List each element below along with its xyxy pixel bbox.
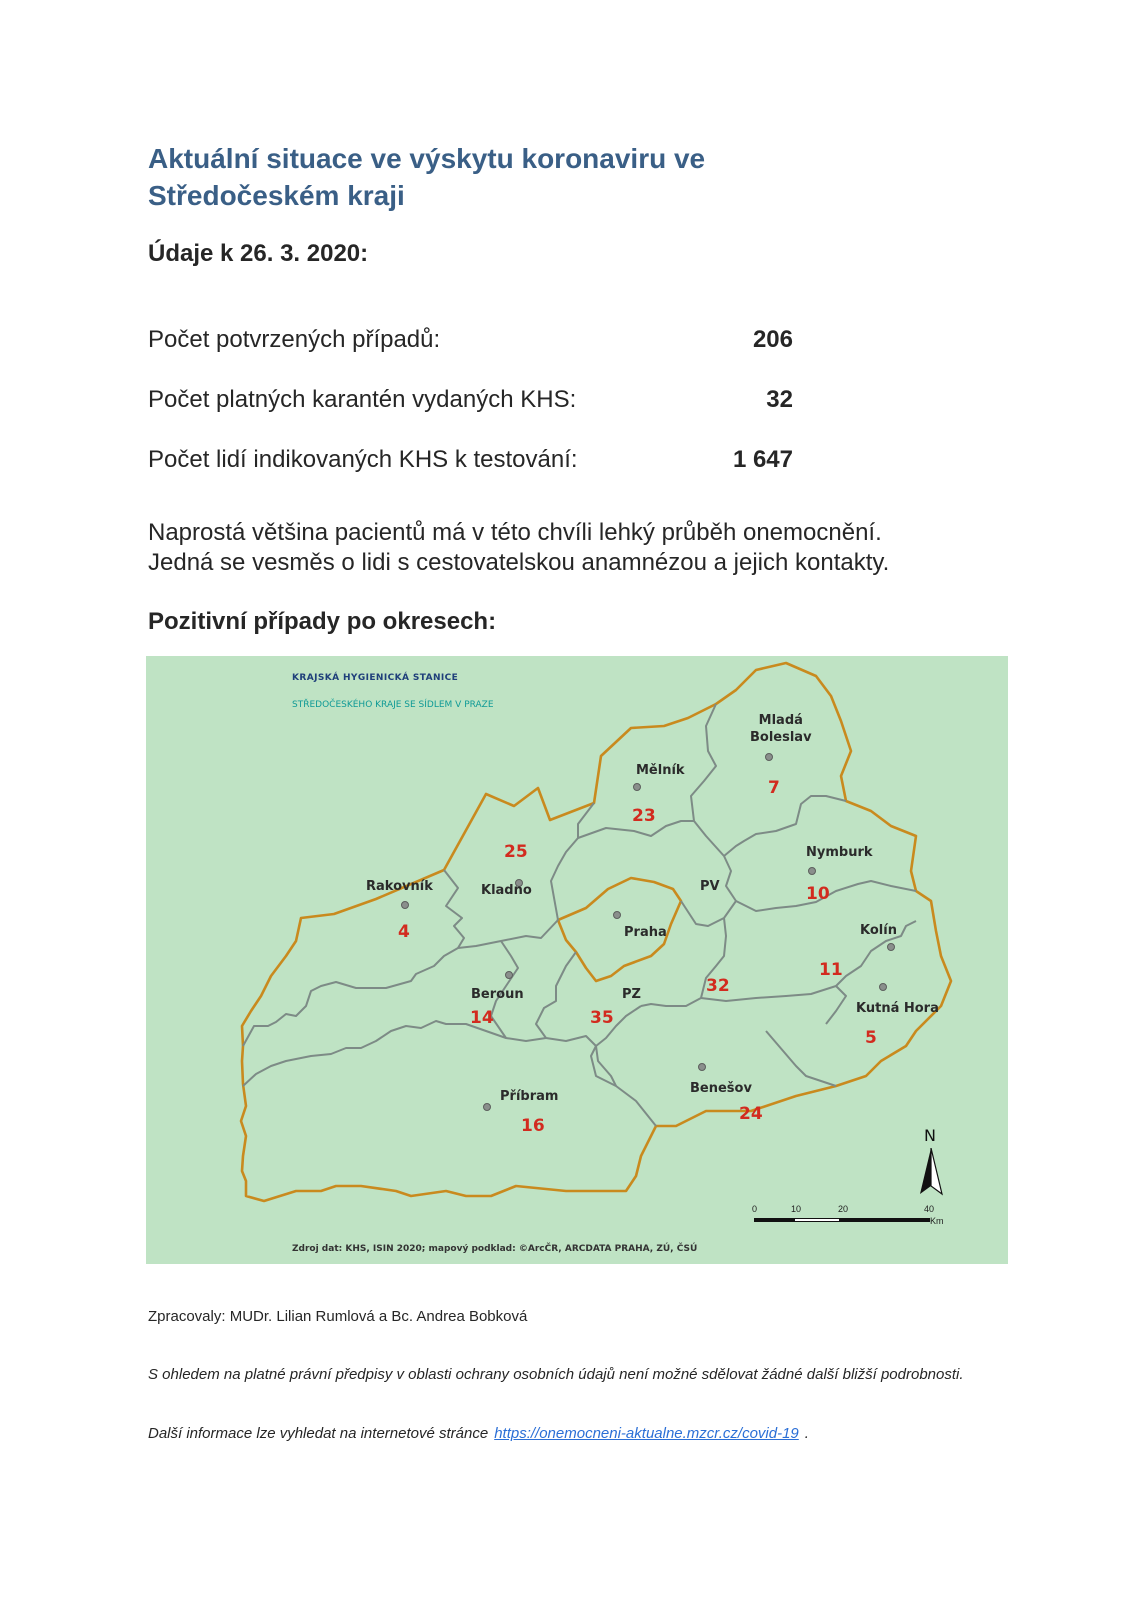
- border-melnik-kladno: [551, 803, 594, 920]
- region-border: [241, 663, 951, 1201]
- district-name-benesov: Benešov: [690, 1081, 752, 1096]
- scale-tick-20: 20: [838, 1204, 849, 1214]
- district-name-kutna-hora: Kutná Hora: [856, 1001, 939, 1016]
- district-name-pribram: Příbram: [500, 1089, 559, 1104]
- district-seat-dot: [808, 867, 816, 875]
- border-rakovnik-beroun: [243, 948, 458, 1046]
- district-seat-dot: [483, 1103, 491, 1111]
- stat-label: Počet lidí indikovaných KHS k testování:: [148, 446, 578, 473]
- district-seat-dot: [401, 901, 409, 909]
- border-melnik-mb: [691, 704, 724, 856]
- district-seat-dot: [633, 783, 641, 791]
- district-seat-dot: [879, 983, 887, 991]
- stat-tested-people: [148, 446, 793, 478]
- map-header-line-1: KRAJSKÁ HYGIENICKÁ STANICE: [292, 673, 459, 683]
- summary-paragraph: [148, 518, 1048, 578]
- scale-tick-40: 40: [924, 1204, 935, 1214]
- district-cases-kutna-hora: 5: [865, 1028, 877, 1048]
- district-cases-beroun: 14: [470, 1008, 494, 1028]
- district-cases-unnamed: 32: [706, 976, 730, 996]
- district-name-nymburk: Nymburk: [806, 845, 873, 860]
- district-cases-pribram: 16: [521, 1116, 545, 1136]
- district-cases-kladno: 25: [504, 842, 528, 862]
- title-line-1: Aktuální situace ve výskytu koronaviru ve: [148, 143, 706, 174]
- north-label: N: [924, 1126, 936, 1145]
- summary-line-2: Jedná se vesměs o lidi s cestovatelskou anamnézou a jejich kontakty.: [148, 549, 890, 576]
- district-cases-kolin: 11: [819, 960, 843, 980]
- district-cases-pz: 35: [590, 1008, 614, 1028]
- district-cases-rakovnik: 4: [398, 922, 410, 942]
- stat-confirmed-cases: [148, 326, 793, 358]
- district-name-kladno: Kladno: [481, 883, 532, 898]
- link-suffix: .: [804, 1425, 809, 1442]
- stat-quarantines: [148, 386, 793, 418]
- district-seat-dot: [765, 753, 773, 761]
- district-seat-dot: [505, 971, 513, 979]
- border-benesov-kh: [766, 1031, 836, 1086]
- stat-value: 32: [766, 386, 793, 413]
- summary-line-1: Naprostá většina pacientů má v této chvíli lehký průběh onemocnění.: [148, 519, 882, 546]
- district-name-beroun: Beroun: [471, 987, 524, 1002]
- district-name-melnik: Mělník: [636, 763, 685, 778]
- title-line-2: Středočeském kraji: [148, 180, 405, 211]
- credit-line: Zpracovaly: MUDr. Lilian Rumlová a Bc. Andrea Bobková: [148, 1308, 528, 1325]
- stat-value: 206: [752, 326, 793, 353]
- district-borders: [243, 704, 916, 1126]
- district-name-mlada-boleslav: Mladá Boleslav: [750, 713, 812, 745]
- district-name-praha: Praha: [624, 925, 667, 940]
- more-info: [148, 1425, 809, 1442]
- district-cases-benesov: 24: [739, 1104, 763, 1124]
- date-label: Údaje k 26. 3. 2020:: [148, 240, 369, 267]
- district-cases-mlada-boleslav: 7: [768, 778, 780, 798]
- map-svg: [146, 656, 1008, 1264]
- scale-tick-0: 0: [752, 1204, 758, 1214]
- district-name-rakovnik: Rakovník: [366, 879, 433, 894]
- scale-unit: Km: [930, 1216, 944, 1226]
- map-source: Zdroj dat: KHS, ISIN 2020; mapový podklad: ©ArcČR, ARCDATA PRAHA, ZÚ, ČSÚ: [292, 1244, 698, 1254]
- scale-bar: [754, 1204, 954, 1244]
- district-cases-nymburk: 10: [806, 884, 830, 904]
- stat-label: Počet potvrzených případů:: [148, 326, 441, 353]
- district-seat-dot: [698, 1063, 706, 1071]
- north-arrow: [918, 1126, 944, 1196]
- privacy-note: S ohledem na platné právní předpisy v oblasti ochrany osobních údajů není možné sdělovat žádné další bližší podrobnosti.: [148, 1366, 964, 1383]
- scale-tick-10: 10: [791, 1204, 802, 1214]
- district-name-kolin: Kolín: [860, 923, 897, 938]
- stat-label: Počet platných karantén vydaných KHS:: [148, 386, 577, 413]
- district-cases-melnik: 23: [632, 806, 656, 826]
- border-rakovnik-kladno: [444, 870, 464, 948]
- district-name-pz: PZ: [622, 987, 641, 1002]
- stat-value: 1 647: [732, 446, 793, 473]
- district-seat-dot: [887, 943, 895, 951]
- page-title: [148, 140, 948, 214]
- district-map: [146, 656, 1008, 1264]
- map-header-line-2: STŘEDOČESKÉHO KRAJE SE SÍDLEM V PRAZE: [292, 700, 494, 710]
- north-arrow-icon: [918, 1148, 944, 1198]
- section-title: Pozitivní případy po okresech:: [148, 608, 497, 635]
- border-pz-beroun: [536, 952, 596, 1046]
- more-info-text: Další informace lze vyhledat na internetové stránce: [148, 1425, 489, 1442]
- district-seat-dot: [613, 911, 621, 919]
- border-kladno-beroun: [458, 920, 558, 948]
- district-name-pv: PV: [700, 879, 720, 894]
- covid-link[interactable]: https://onemocneni-aktualne.mzcr.cz/covid-19: [494, 1425, 799, 1442]
